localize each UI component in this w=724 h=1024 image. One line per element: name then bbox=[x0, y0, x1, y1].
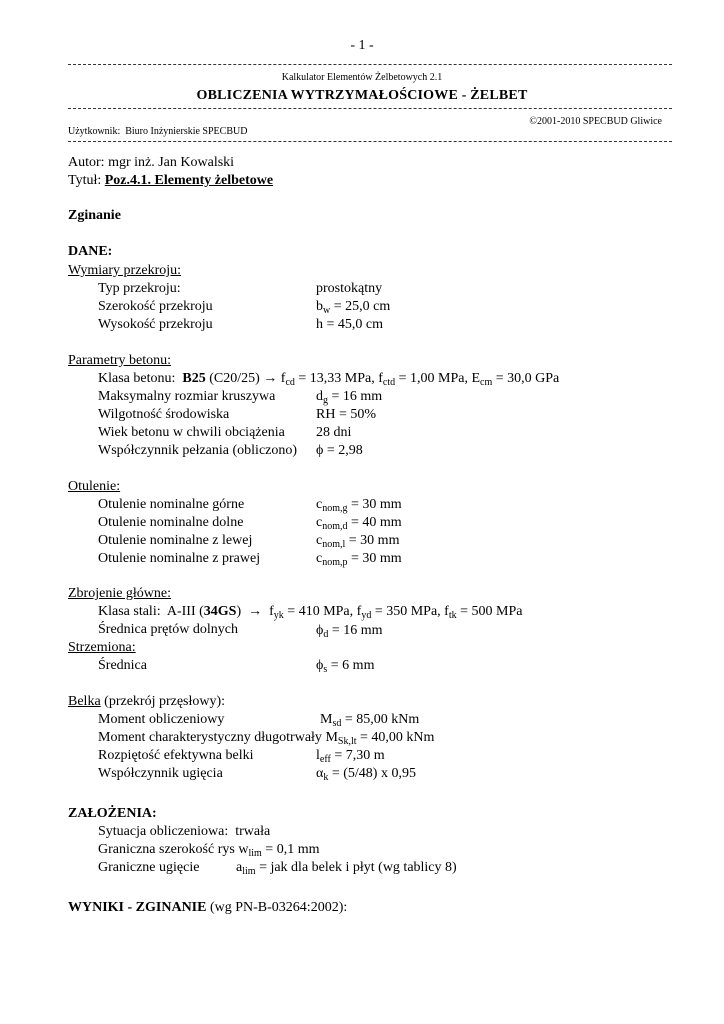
alfa-label: Współczynnik ugięcia bbox=[98, 766, 223, 781]
szer-value: $b_w = 25,0$ cm bbox=[316, 299, 391, 316]
otulenie-lewe-value: $c_{nom,l} = 30$ mm bbox=[316, 533, 400, 550]
header-divider bbox=[68, 141, 672, 142]
alfa-value: $\alpha_k = (5/48)$ x 0,95 bbox=[316, 766, 416, 783]
section-przekroj-heading: Wymiary przekroju: bbox=[68, 263, 182, 278]
arrow-icon: → bbox=[248, 604, 263, 619]
copyright: ©2001-2010 SPECBUD Gliwice bbox=[529, 116, 662, 127]
kruszywo-label: Maksymalny rozmiar kruszywa bbox=[98, 389, 276, 404]
klasa-stali-line: Klasa stali: A-III $(34GS) \to f_{yk} = 410$ MPa, $f_{yd} = 350$ MPa, $f_{tk} = 500$ MPa bbox=[98, 604, 523, 621]
dane-heading: DANE: bbox=[68, 244, 113, 259]
srednica-strzemion-label: Średnica bbox=[98, 658, 147, 673]
page-number: - 1 - bbox=[350, 38, 374, 53]
otulenie-lewe-label: Otulenie nominalne z lewej bbox=[98, 533, 253, 548]
ugiecie-label: Graniczne ugięcie bbox=[98, 860, 200, 875]
section-beton-heading: Parametry betonu: bbox=[68, 353, 172, 368]
pelzanie-value: ϕ = 2,98 bbox=[316, 443, 363, 458]
msd-value: $M_{sd} = 85,00$ kNm bbox=[320, 712, 420, 729]
document-subject: Poz.4.1. Elementy żelbetowe bbox=[104, 173, 274, 188]
srednica-dolna-value: $\phi_d = 16$ mm bbox=[316, 623, 383, 640]
document-title: OBLICZENIA WYTRZYMAŁOŚCIOWE - ŻELBET bbox=[196, 88, 528, 103]
klasa-betonu-line: Klasa betonu: B25 $(C20/25) \to f_{cd} = 13,33$ MPa, $f_{ctd} = 1,00$ MPa, $E_{cm} = 30,0$ GPa bbox=[98, 371, 560, 388]
wilgotnosc-value: RH = 50% bbox=[316, 407, 377, 422]
msk-line: Moment charakterystyczny długotrwały $M_{Sk,lt} = 40,00$ kNm bbox=[98, 730, 435, 747]
leff-label: Rozpiętość efektywna belki bbox=[98, 748, 254, 763]
otulenie-gorne-value: $c_{nom,g} = 30$ mm bbox=[316, 497, 402, 514]
otulenie-dolne-value: $c_{nom,d} = 40$ mm bbox=[316, 515, 402, 532]
otulenie-dolne-label: Otulenie nominalne dolne bbox=[98, 515, 244, 530]
header-divider bbox=[68, 108, 672, 109]
srednica-dolna-label: Średnica prętów dolnych bbox=[98, 622, 238, 637]
typ-value: prostokątny bbox=[316, 281, 383, 296]
wys-label: Wysokość przekroju bbox=[98, 317, 213, 332]
title-line: Tytuł: Poz.4.1. Elementy żelbetowe bbox=[68, 173, 274, 188]
srednica-strzemion-value: $\phi_s = 6$ mm bbox=[316, 658, 375, 675]
rysy-line: Graniczna szerokość rys $w_{lim} = 0,1$ mm bbox=[98, 842, 320, 859]
section-zbrojenie-heading: Zbrojenie główne: bbox=[68, 586, 172, 601]
wiek-value: 28 dni bbox=[316, 425, 352, 440]
szer-label: Szerokość przekroju bbox=[98, 299, 213, 314]
kruszywo-value: $d_g = 16$ mm bbox=[316, 389, 383, 406]
wiek-label: Wiek betonu w chwili obciążenia bbox=[98, 425, 285, 440]
wys-value: h = 45,0 cm bbox=[316, 317, 383, 332]
wyniki-heading: WYNIKI - ZGINANIE (wg PN-B-03264:2002): bbox=[68, 900, 348, 915]
header-divider bbox=[68, 64, 672, 65]
wilgotnosc-label: Wilgotność środowiska bbox=[98, 407, 230, 422]
section-belka-heading: Belka (przekrój przęsłowy): bbox=[68, 694, 226, 709]
typ-label: Typ przekroju: bbox=[98, 281, 181, 296]
leff-value: $l_{eff} = 7,30$ m bbox=[316, 748, 385, 765]
program-name: Kalkulator Elementów Żelbetowych 2.1 bbox=[281, 72, 443, 83]
section-heading: Zginanie bbox=[68, 208, 121, 223]
sytuacja-line: Sytuacja obliczeniowa: trwała bbox=[98, 824, 271, 839]
section-otulenie-heading: Otulenie: bbox=[68, 479, 121, 494]
user-line: Użytkownik: Biuro Inżynierskie SPECBUD bbox=[68, 126, 248, 137]
section-strzemiona-heading: Strzemiona: bbox=[68, 640, 136, 655]
ugiecie-value: $a_{lim}$ = jak dla belek i płyt (wg tablicy 8) bbox=[236, 860, 457, 877]
msd-label: Moment obliczeniowy bbox=[98, 712, 225, 727]
zalozenia-heading: ZAŁOŻENIA: bbox=[68, 806, 157, 821]
pelzanie-label: Współczynnik pełzania (obliczono) bbox=[98, 443, 298, 458]
otulenie-prawe-label: Otulenie nominalne z prawej bbox=[98, 551, 261, 566]
otulenie-prawe-value: $c_{nom,p} = 30$ mm bbox=[316, 551, 402, 568]
author-line: Autor: mgr inż. Jan Kowalski bbox=[68, 155, 235, 170]
arrow-icon: → bbox=[263, 371, 278, 386]
otulenie-gorne-label: Otulenie nominalne górne bbox=[98, 497, 245, 512]
